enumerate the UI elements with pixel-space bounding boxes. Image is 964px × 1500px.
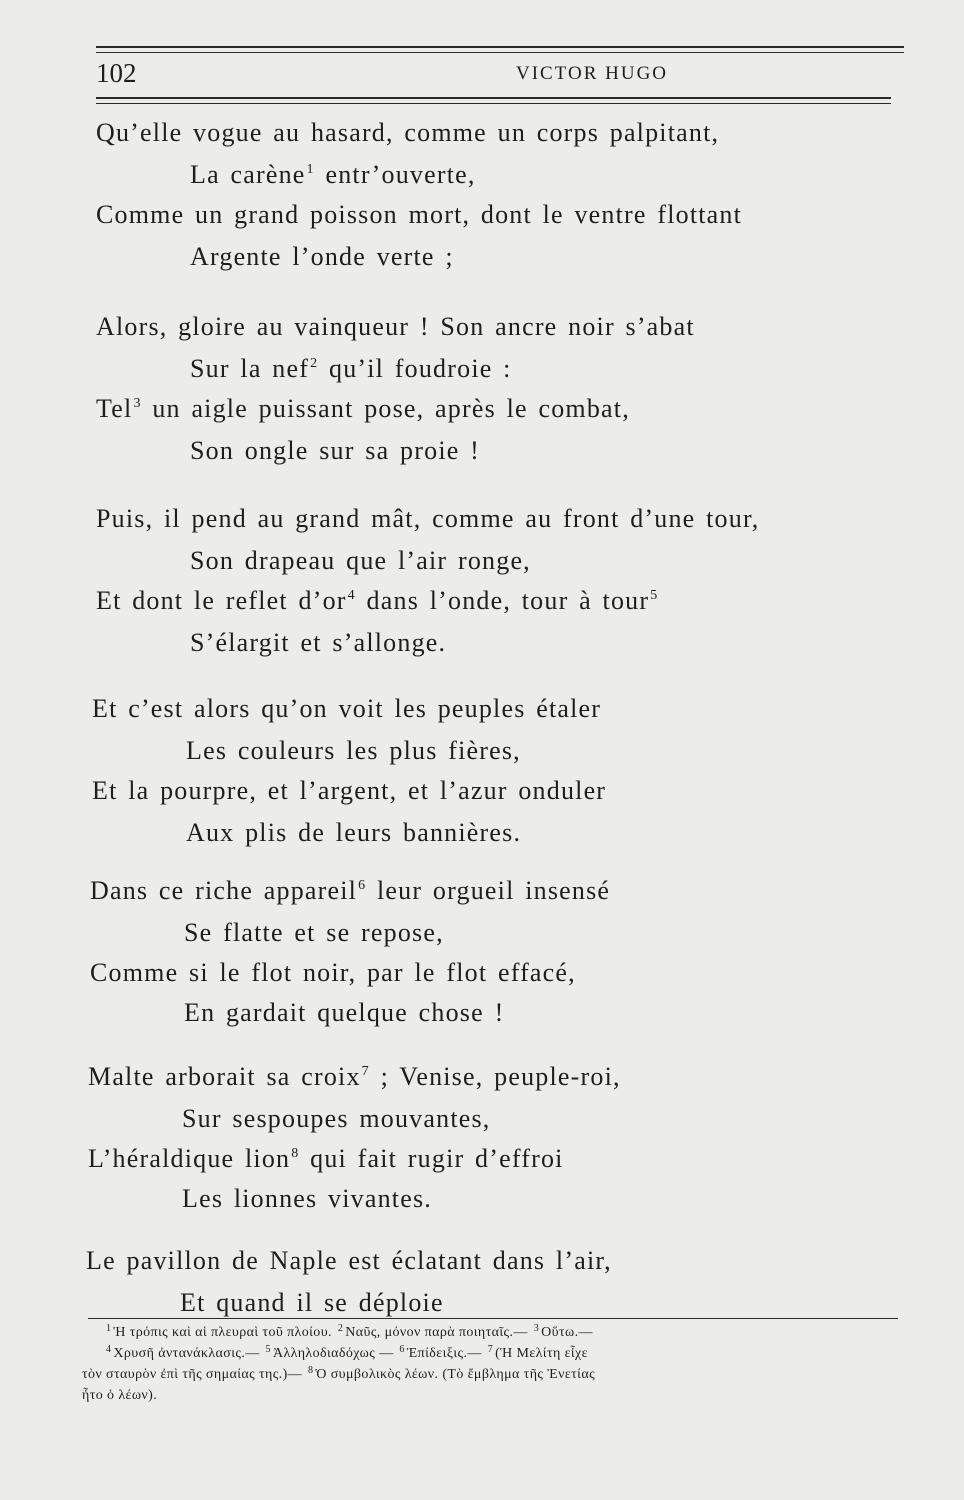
text-segment: En gardait quelque chose ! [184,998,505,1027]
footnote-marker: 2 [337,1323,344,1334]
verse-line [190,160,476,190]
footnote-marker: 6 [399,1344,405,1355]
verse-line [90,876,610,906]
header-rule-top [96,46,904,48]
verse-line [190,628,446,658]
footnote-line [82,1364,904,1385]
footnote-marker: 6 [358,878,367,893]
text-segment: Qu’elle vogue au hasard, comme un corps palpitant, [96,118,720,147]
text-segment: Se flatte et se repose, [184,918,444,947]
text-segment: qui fait rugir d’effroi [299,1144,564,1173]
text-segment: (Ἡ Μελίτη εἶχε [495,1346,588,1361]
text-segment: Comme si le flot noir, par le flot effacé, [90,958,576,987]
verse-line [182,1184,432,1214]
footnote-line [82,1343,904,1364]
text-segment: dans l’onde, tour à tour [355,586,650,615]
text-segment: ; Venise, peuple-roi, [369,1062,621,1091]
verse-line [96,312,695,342]
verse-line [96,200,742,230]
header-rule-top-thin [96,52,904,53]
verse-line [96,118,719,148]
footnote-line [82,1322,904,1343]
text-segment: Son drapeau que l’air ronge, [190,546,531,575]
text-segment: Χρυσῆ ἀντανάκλασις.— [113,1346,264,1361]
text-segment: Aux plis de leurs bannières. [186,818,522,847]
verse-line [184,998,504,1028]
text-segment: un aigle puissant pose, après le combat, [141,394,630,423]
text-segment: S’élargit et s’allonge. [190,628,447,657]
text-segment: leur orgueil insensé [366,876,611,905]
text-segment: entr’ouverte, [314,160,476,189]
text-segment: Alors, gloire au vainqueur ! Son ancre noir s’abat [96,312,695,341]
text-segment: Ἀλληλοδιαδόχως — [272,1346,398,1361]
text-segment: ἦτο ὁ λέων). [82,1388,158,1403]
verse-line [88,1144,564,1174]
text-segment: Et quand il se déploie [180,1288,444,1317]
footnote-marker: 3 [133,396,142,411]
page-header [96,58,904,92]
footnote-marker: 8 [291,1146,300,1161]
text-segment: Ναῦς, μόνον παρὰ ποιηταῖς.— [345,1325,532,1340]
running-head: VICTOR HUGO [516,63,669,84]
footnote-marker: 1 [306,162,315,177]
text-segment: Comme un grand poisson mort, dont le ventre flottant [96,200,743,229]
text-segment: Puis, il pend au grand mât, comme au front d’une tour, [96,504,760,533]
verse-line [180,1288,444,1318]
footnotes [82,1322,904,1406]
verse-line [186,736,521,766]
footnote-marker: 4 [106,1344,112,1355]
text-segment: Sur sespoupes mouvantes, [182,1104,491,1133]
verse-line [86,1246,612,1276]
verse-line [190,546,531,576]
verse-line [186,818,521,848]
verse-line [184,918,444,948]
footnote-marker: 5 [265,1344,271,1355]
footnote-line [82,1385,904,1406]
text-segment: Malte arborait sa croix [88,1062,361,1091]
text-segment: τὸν σταυρὸν ἐπὶ τῆς σημαίας της.)— [82,1367,306,1382]
verse-line [190,354,512,384]
text-segment: Et dont le reflet d’or [96,586,347,615]
verse-line [92,776,606,806]
text-segment: Ὁ συμβολικὸς λέων. (Τὸ ἔμβλημα τῆς Ἐνετίας [315,1367,596,1382]
text-segment: Ἡ τρόπις καὶ αἱ πλευραὶ τοῦ πλοίου. [113,1325,336,1340]
text-segment: Les couleurs les plus fières, [186,736,521,765]
text-segment: Les lionnes vivantes. [182,1184,432,1213]
footnote-marker: 7 [487,1344,494,1355]
text-segment: Et la pourpre, et l’argent, et l’azur onduler [92,776,607,805]
footnote-marker: 7 [361,1064,370,1079]
verse-line [182,1104,491,1134]
text-segment: Argente l’onde verte ; [190,242,454,271]
text-segment: La carène [190,160,306,189]
footnote-marker: 4 [347,588,356,603]
text-segment: qu’il foudroie : [318,354,512,383]
text-segment: Οὕτω.— [541,1325,593,1340]
verse-line [190,242,454,272]
text-segment: Ἐπίδειξις.— [406,1346,486,1361]
header-rule-bottom-thin [96,103,891,104]
header-rule-bottom [96,97,891,99]
verse-line [96,504,759,534]
verse-line [96,394,630,424]
text-segment: L’héraldique lion [88,1144,291,1173]
text-segment: Dans ce riche appareil [90,876,358,905]
footnote-marker: 2 [310,356,319,371]
verse-line [88,1062,621,1092]
page-number: 102 [96,58,137,88]
text-segment: Son ongle sur sa proie ! [190,436,481,465]
verse-line [92,694,601,724]
text-segment: Tel [96,394,133,423]
footnote-marker: 8 [307,1365,314,1376]
verse-line [190,436,480,466]
verse-line [90,958,576,988]
text-segment: Et c’est alors qu’on voit les peuples étaler [92,694,602,723]
footnote-marker: 3 [533,1323,540,1334]
footnote-rule [88,1318,898,1319]
text-segment: Sur la nef [190,354,310,383]
footnote-marker: 1 [106,1323,112,1334]
text-segment: Le pavillon de Naple est éclatant dans l’air, [86,1246,612,1275]
footnote-marker: 5 [650,588,659,603]
verse-line [96,586,658,616]
